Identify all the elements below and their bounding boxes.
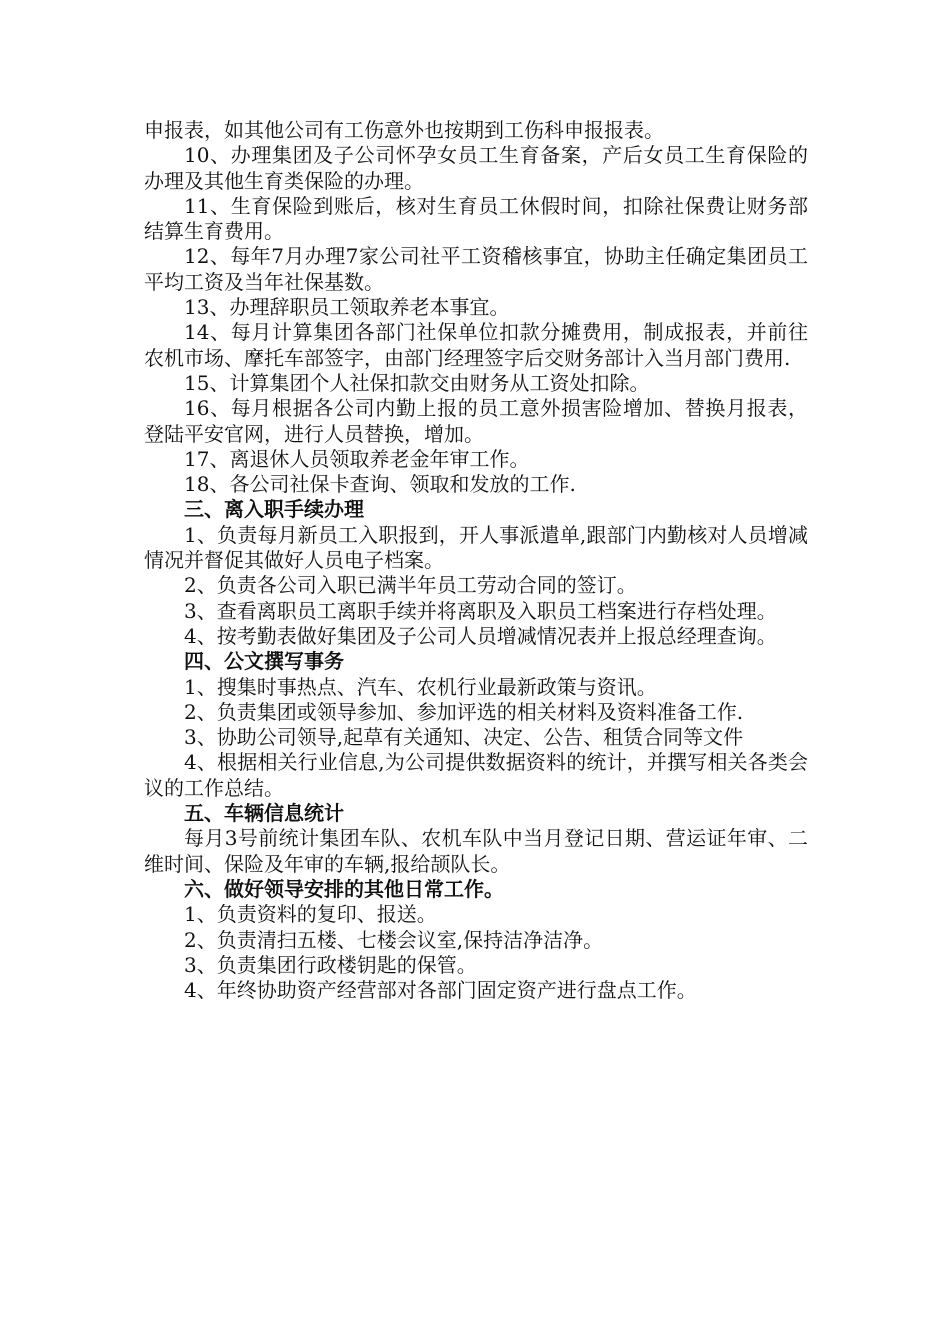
paragraph-s4-item-2: 2、负责集团或领导参加、参加评选的相关材料及资料准备工作.	[184, 699, 744, 724]
section-heading-6: 六、做好领导安排的其他日常工作。	[184, 876, 504, 901]
paragraph-item-13: 13、办理辞职员工领取养老本事宜。	[184, 295, 510, 320]
paragraph-item-18: 18、各公司社保卡查询、领取和发放的工作.	[184, 472, 576, 497]
paragraph-item-16: 16、每月根据各公司内勤上报的员工意外损害险增加、替换月报表，登陆平安官网，进行人员替换，增加。	[144, 396, 808, 446]
paragraph-item-12: 12、每年7月办理7家公司社平工资稽核事宜，协助主任确定集团员工平均工资及当年社保基数。	[144, 244, 808, 294]
paragraph-s3-item-1: 1、负责每月新员工入职报到，开人事派遣单,跟部门内勤核对人员增减情况并督促其做好人员电子档案。	[144, 522, 808, 573]
paragraph-item-15: 15、计算集团个人社保扣款交由财务从工资处扣除。	[184, 370, 650, 395]
section-heading-5: 五、车辆信息统计	[184, 801, 344, 826]
section-heading-3: 三、离入职手续办理	[184, 497, 364, 522]
section-heading-4: 四、公文撰写事务	[184, 649, 344, 674]
paragraph-s3-item-3: 3、查看离职员工离职手续并将离职及入职员工档案进行存档处理。	[184, 598, 777, 623]
paragraph-s5-body: 每月3号前统计集团车队、农机车队中当月登记日期、营运证年审、二维时间、保险及年审的车辆,报给颉队长。	[144, 826, 808, 876]
paragraph-s3-item-2: 2、负责各公司入职已满半年员工劳动合同的签订。	[184, 573, 637, 598]
paragraph-item-17: 17、离退休人员领取养老金年审工作。	[184, 446, 530, 471]
paragraph-s6-item-3: 3、负责集团行政楼钥匙的保管。	[184, 952, 477, 977]
paragraph-item-10: 10、办理集团及子公司怀孕女员工生育备案，产后女员工生育保险的办理及其他生育类保险的办理。	[144, 143, 808, 193]
paragraph-s6-item-1: 1、负责资料的复印、报送。	[184, 902, 437, 927]
document-page	[144, 118, 808, 1003]
paragraph-s6-item-4: 4、年终协助资产经营部对各部门固定资产进行盘点工作。	[184, 978, 697, 1003]
paragraph-item-11: 11、生育保险到账后，核对生育员工休假时间，扣除社保费让财务部结算生育费用。	[144, 193, 808, 244]
paragraph-s3-item-4: 4、按考勤表做好集团及子公司人员增减情况表并上报总经理查询。	[184, 623, 777, 648]
paragraph-continuation: 申报表，如其他公司有工伤意外也按期到工伤科申报报表。	[144, 118, 664, 142]
paragraph-s4-item-3: 3、协助公司领导,起草有关通知、决定、公告、租赁合同等文件	[184, 725, 744, 750]
paragraph-s6-item-2: 2、负责清扫五楼、七楼会议室,保持洁净洁净。	[184, 927, 604, 952]
paragraph-s4-item-4: 4、根据相关行业信息,为公司提供数据资料的统计，并撰写相关各类会议的工作总结。	[144, 750, 808, 800]
paragraph-s4-item-1: 1、搜集时事热点、汽车、农机行业最新政策与资讯。	[184, 674, 657, 699]
paragraph-item-14: 14、每月计算集团各部门社保单位扣款分摊费用，制成报表，并前往农机市场、摩托车部签字，由部门经理签字后交财务部计入当月部门费用.	[144, 320, 808, 370]
